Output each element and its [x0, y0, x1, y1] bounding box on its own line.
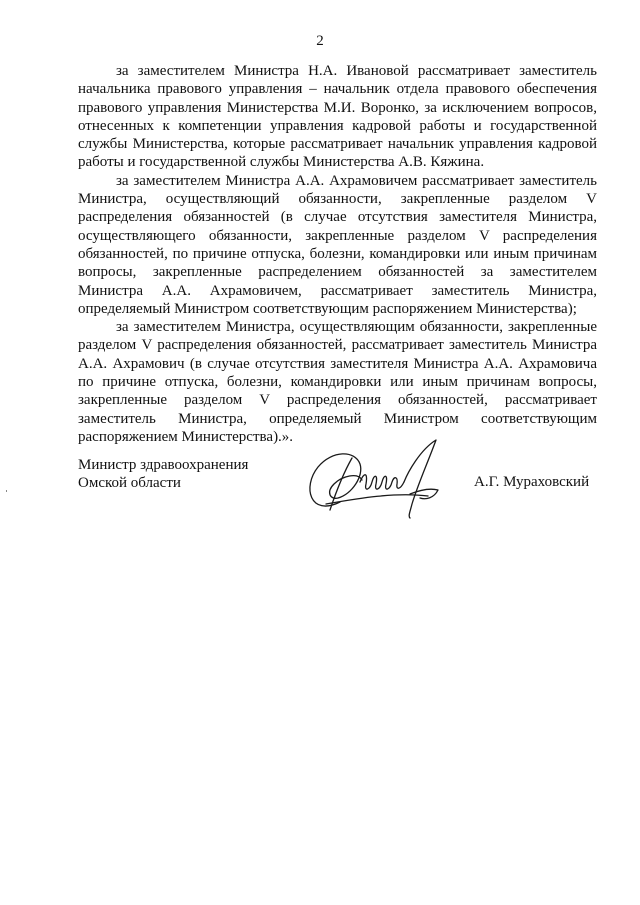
paragraph-ivanova: за заместителем Министра Н.А. Ивановой рассматривает заместитель начальника правового управления – начальник отдела правового обеспечения правового управления Министерства М.И. Воронко, за исключением вопросов, отнесенных к компетенции управления кадровой работы и государственной службы Министерства, которые рассматривает начальник управления кадровой работы и государственной службы Министерства А.В. Кяжина.	[78, 63, 597, 171]
scan-margin-dot	[6, 490, 7, 492]
signer-title-line1: Министр здравоохранения	[78, 457, 249, 473]
document-body	[78, 62, 597, 446]
signer-title-line2: Омской области	[78, 475, 181, 492]
page-number: 2	[316, 33, 324, 49]
paragraph-akhramovich: за заместителем Министра А.А. Ахрамовичем рассматривает заместитель Министра, осуществляющий обязанности, закрепленные разделом V распределения обязанностей (в случае отсутствия заместителя Министра, осуществляющего обязанности, закрепленные разделом V распределения обязанностей, по причине отпуска, болезни, командировки или иным причинам вопросы, закрепленные распределением обязанностей за заместителем Министра А.А. Ахрамовичем, рассматривает заместитель Министра, определяемый Министром соответствующим распоряжением Министерства);	[78, 172, 597, 317]
signer-name: А.Г. Мураховский	[474, 474, 590, 490]
paragraph-section-v: за заместителем Министра, осуществляющим обязанности, закрепленные разделом V распределения обязанностей, рассматривает заместитель Министра А.А. Ахрамович (в случае отсутствия заместителя Министра А.А. Ахрамовича по причине отпуска, болезни, командировки или иным причинам вопросы, закрепленные разделом V распределения обязанностей, рассматривает заместитель Министра, определяемый Министром соответствующим распоряжением Министерства).».	[78, 319, 597, 445]
signer-title	[78, 456, 248, 493]
